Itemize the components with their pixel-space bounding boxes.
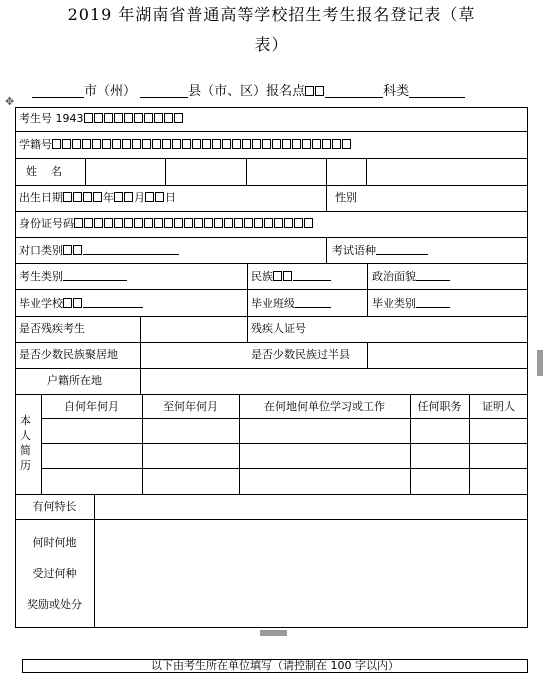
char-box[interactable] [73,245,82,255]
char-box[interactable] [204,218,213,228]
char-box[interactable] [152,139,161,149]
counterpart-label: 对口类别 [19,244,63,257]
exam-language-field [332,243,428,257]
id-number-label: 身份证号码 [19,217,74,230]
char-box[interactable] [304,218,313,228]
char-box[interactable] [92,139,101,149]
point-blank[interactable] [325,83,383,98]
char-box[interactable] [124,192,133,202]
char-box[interactable] [194,218,203,228]
char-box[interactable] [192,139,201,149]
char-box[interactable] [283,271,292,281]
char-box[interactable] [182,139,191,149]
form-title-continued: 表） [254,35,289,54]
char-box[interactable] [154,113,163,123]
char-box[interactable] [94,113,103,123]
char-box[interactable] [224,218,233,228]
id-number-field [19,217,314,230]
exam-type-field [19,269,127,283]
student-number-field [19,138,352,151]
char-box[interactable] [63,245,72,255]
char-box[interactable] [62,139,71,149]
char-box[interactable] [142,139,151,149]
resize-handle[interactable] [260,630,287,636]
char-box[interactable] [104,113,113,123]
resume-where-header: 在何地何单位学习或工作 [264,400,385,413]
award-label-line1: 何时何地 [32,536,77,549]
char-box[interactable] [94,218,103,228]
grad-type-field [372,296,450,310]
award-label-line2: 受过何种 [32,567,77,580]
city-label: 市（州） [84,84,137,99]
day-label: 日 [165,191,176,204]
char-box[interactable] [302,139,311,149]
disabled-cert-label: 残疾人证号 [251,322,306,335]
ethnicity-blank[interactable] [293,269,331,281]
table-move-icon[interactable]: ✥ [5,95,15,108]
char-box[interactable] [184,218,193,228]
ethnicity-label: 民族 [251,270,273,283]
category-blank[interactable] [409,83,465,98]
gender-label: 性别 [335,191,357,204]
student-number-label: 学籍号 [19,138,52,151]
form-title: 2019 年湖南省普通高等学校招生考生报名登记表（草 [67,5,476,24]
char-box[interactable] [242,139,251,149]
char-box[interactable] [252,139,261,149]
exam-type-label: 考生类别 [19,270,63,283]
char-box[interactable] [172,139,181,149]
char-box[interactable] [282,139,291,149]
char-box[interactable] [174,113,183,123]
char-box[interactable] [144,113,153,123]
char-box[interactable] [114,192,123,202]
school-blank[interactable] [83,296,143,308]
disabled-label: 是否残疾考生 [19,322,85,335]
char-box[interactable] [162,139,171,149]
char-box[interactable] [93,192,102,202]
counterpart-field [19,243,179,257]
exam-number-field [19,112,184,125]
city-blank[interactable] [32,83,84,98]
char-box[interactable] [74,218,83,228]
char-box[interactable] [134,218,143,228]
char-box[interactable] [112,139,121,149]
char-box[interactable] [114,113,123,123]
name-label: 姓 名 [26,165,62,178]
resume-to-header: 至何年何月 [163,400,218,413]
char-box[interactable] [214,218,223,228]
resize-handle[interactable] [537,350,543,376]
char-box[interactable] [72,139,81,149]
school-label: 毕业学校 [19,297,63,310]
char-box[interactable] [114,218,123,228]
resume-from-header: 自何年何月 [64,400,119,413]
year-label: 年 [103,191,114,204]
char-box[interactable] [124,113,133,123]
resume-position-header: 任何职务 [417,400,462,413]
char-box[interactable] [73,192,82,202]
char-box[interactable] [104,218,113,228]
char-box[interactable] [332,139,341,149]
char-box[interactable] [164,218,173,228]
char-box[interactable] [232,139,241,149]
char-box[interactable] [322,139,331,149]
char-box[interactable] [145,192,154,202]
char-box[interactable] [244,218,253,228]
exam-number-label: 考生号 1943 [19,112,84,125]
char-box[interactable] [63,192,72,202]
unit-fill-note: 以下由考生所在单位填写（请控制在 100 字以内） [22,659,528,673]
char-box[interactable] [262,139,271,149]
char-box[interactable] [134,113,143,123]
char-box[interactable] [294,218,303,228]
grad-class-blank[interactable] [295,296,331,308]
county-label: 县（市、区）报名点 [188,84,306,99]
char-box[interactable] [82,139,91,149]
exam-language-label: 考试语种 [332,244,376,257]
school-field [19,296,143,310]
politics-label: 政治面貌 [372,270,416,283]
char-box[interactable] [164,113,173,123]
category-label: 科类 [383,84,410,99]
county-blank[interactable] [140,83,188,98]
char-box[interactable] [254,218,263,228]
char-box[interactable] [83,192,92,202]
grad-class-field [251,296,331,310]
minority-county-label: 是否少数民族过半县 [251,348,350,361]
exam-type-blank[interactable] [63,269,127,281]
award-label-line3: 奖励或处分 [27,598,82,611]
registration-point-line [32,80,522,99]
char-box[interactable] [292,139,301,149]
char-box[interactable] [212,139,221,149]
grad-type-label: 毕业类别 [372,297,416,310]
char-box[interactable] [155,192,164,202]
char-box[interactable] [84,113,93,123]
char-box[interactable] [174,218,183,228]
char-box[interactable] [284,218,293,228]
resume-witness-header: 证明人 [482,400,515,413]
char-box[interactable] [222,139,231,149]
resume-section-label: 本人简历 [20,414,31,472]
ethnicity-field [251,269,331,283]
month-label: 月 [134,191,145,204]
char-box[interactable] [63,298,72,308]
char-box[interactable] [202,139,211,149]
char-box[interactable] [132,139,141,149]
char-box[interactable] [342,139,351,149]
char-box[interactable] [124,218,133,228]
char-box[interactable] [154,218,163,228]
char-box[interactable] [144,218,153,228]
birth-date-label: 出生日期 [19,191,63,204]
char-box[interactable] [234,218,243,228]
counterpart-blank[interactable] [83,243,179,255]
char-box[interactable] [274,218,283,228]
birth-date-field [19,191,176,204]
hukou-label: 户籍所在地 [47,374,102,387]
char-box[interactable] [122,139,131,149]
char-box[interactable] [264,218,273,228]
specialty-label: 有何特长 [32,500,77,513]
char-box[interactable] [305,86,314,96]
grad-class-label: 毕业班级 [251,297,295,310]
char-box[interactable] [272,139,281,149]
char-box[interactable] [102,139,111,149]
politics-blank[interactable] [416,269,450,281]
char-box[interactable] [84,218,93,228]
char-box[interactable] [312,139,321,149]
minority-area-label: 是否少数民族聚居地 [19,348,118,361]
politics-field [372,269,450,283]
char-box[interactable] [52,139,61,149]
grad-type-blank[interactable] [416,296,450,308]
char-box[interactable] [315,86,324,96]
char-box[interactable] [273,271,282,281]
exam-language-blank[interactable] [376,243,428,255]
char-box[interactable] [73,298,82,308]
